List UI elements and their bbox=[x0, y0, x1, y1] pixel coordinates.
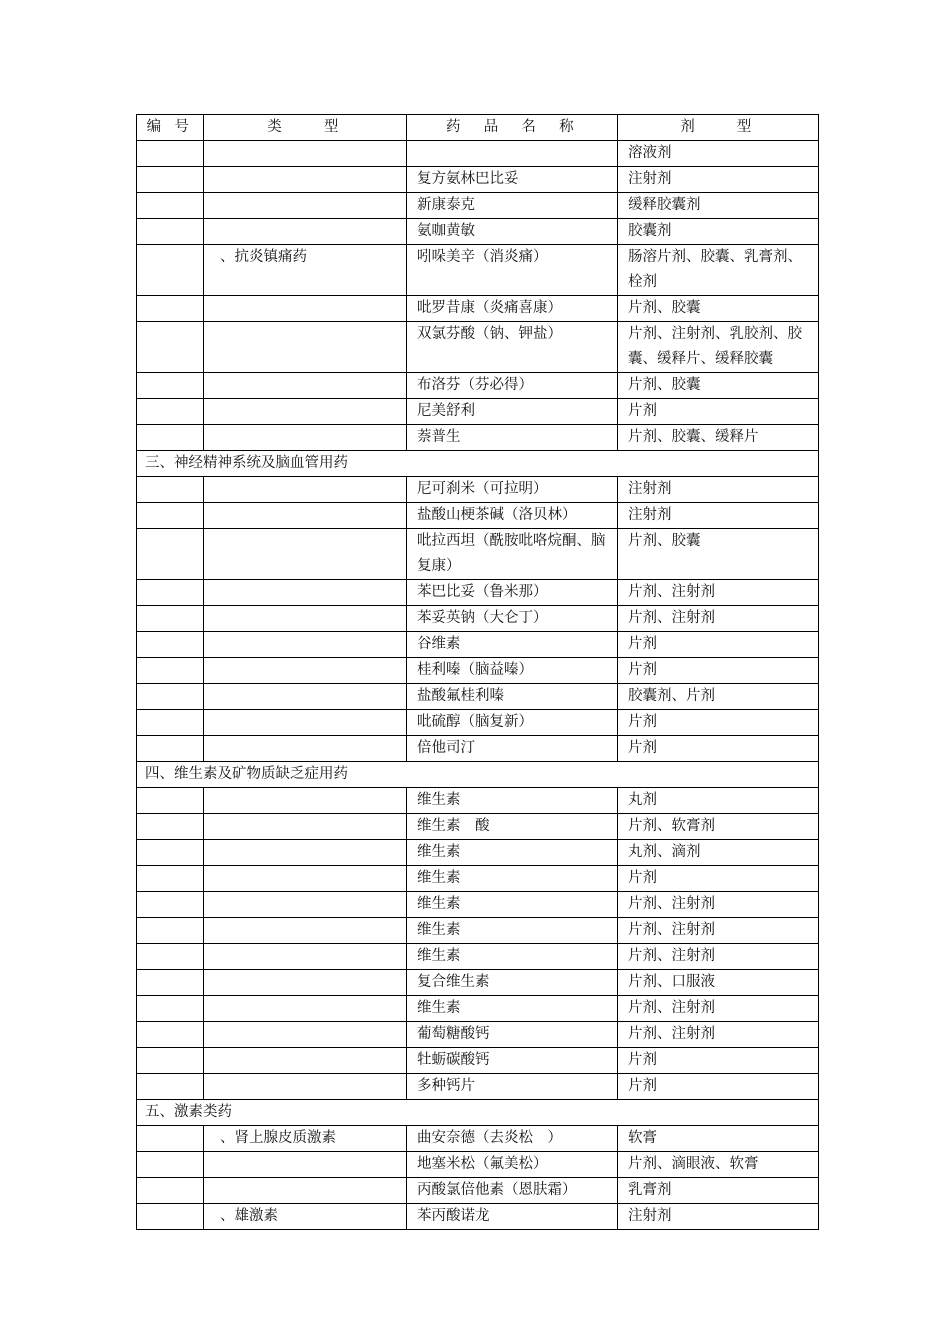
type-cell bbox=[204, 918, 407, 944]
type-cell bbox=[204, 529, 407, 580]
dosage-form-cell: 片剂、注射剂 bbox=[618, 606, 819, 632]
drug-name-cell: 苯丙酸诺龙 bbox=[407, 1204, 618, 1230]
number-cell bbox=[137, 373, 204, 399]
drug-name-cell: 曲安奈德（去炎松 ） bbox=[407, 1126, 618, 1152]
table-body bbox=[137, 141, 819, 1230]
table-row bbox=[137, 684, 819, 710]
dosage-form-cell: 片剂、注射剂 bbox=[618, 1022, 819, 1048]
dosage-form-cell: 片剂、软膏剂 bbox=[618, 814, 819, 840]
table-row bbox=[137, 322, 819, 373]
number-cell bbox=[137, 425, 204, 451]
number-cell bbox=[137, 866, 204, 892]
drug-name-cell: 复合维生素 bbox=[407, 970, 618, 996]
table-row bbox=[137, 219, 819, 245]
type-cell bbox=[204, 684, 407, 710]
drug-name-cell: 倍他司汀 bbox=[407, 736, 618, 762]
dosage-form-cell: 注射剂 bbox=[618, 477, 819, 503]
number-cell bbox=[137, 840, 204, 866]
table-row bbox=[137, 814, 819, 840]
type-cell bbox=[204, 1152, 407, 1178]
type-cell bbox=[204, 503, 407, 529]
number-cell bbox=[137, 710, 204, 736]
drug-name-cell: 氨咖黄敏 bbox=[407, 219, 618, 245]
table-row bbox=[137, 1074, 819, 1100]
dosage-form-cell: 片剂、滴眼液、软膏 bbox=[618, 1152, 819, 1178]
drug-name-cell: 维生素 bbox=[407, 892, 618, 918]
type-cell bbox=[204, 141, 407, 167]
drug-name-cell: 双氯芬酸（钠、钾盐） bbox=[407, 322, 618, 373]
drug-name-cell: 复方氨林巴比妥 bbox=[407, 167, 618, 193]
type-cell bbox=[204, 373, 407, 399]
type-cell bbox=[204, 788, 407, 814]
type-cell bbox=[204, 477, 407, 503]
drug-name-cell: 牡蛎碳酸钙 bbox=[407, 1048, 618, 1074]
drug-name-cell: 盐酸氟桂利嗪 bbox=[407, 684, 618, 710]
number-cell bbox=[137, 684, 204, 710]
table-row bbox=[137, 658, 819, 684]
table-row bbox=[137, 1048, 819, 1074]
drug-name-cell: 维生素 bbox=[407, 866, 618, 892]
type-cell bbox=[204, 632, 407, 658]
dosage-form-cell: 片剂、胶囊 bbox=[618, 373, 819, 399]
type-cell: 、肾上腺皮质激素 bbox=[204, 1126, 407, 1152]
dosage-form-cell: 片剂、注射剂 bbox=[618, 996, 819, 1022]
table-row bbox=[137, 840, 819, 866]
section-row bbox=[137, 1100, 819, 1126]
dosage-form-cell: 片剂、注射剂 bbox=[618, 580, 819, 606]
dosage-form-cell: 片剂 bbox=[618, 1074, 819, 1100]
type-cell bbox=[204, 296, 407, 322]
number-cell bbox=[137, 529, 204, 580]
table-row bbox=[137, 944, 819, 970]
dosage-form-cell: 片剂、注射剂、乳胶剂、胶囊、缓释片、缓释胶囊 bbox=[618, 322, 819, 373]
table-row bbox=[137, 1152, 819, 1178]
drug-name-cell: 尼可刹米（可拉明） bbox=[407, 477, 618, 503]
number-cell bbox=[137, 1048, 204, 1074]
dosage-form-cell: 片剂、注射剂 bbox=[618, 892, 819, 918]
drug-name-cell: 吲哚美辛（消炎痛） bbox=[407, 245, 618, 296]
drug-name-cell: 维生素 bbox=[407, 788, 618, 814]
number-cell bbox=[137, 219, 204, 245]
dosage-form-cell: 片剂 bbox=[618, 710, 819, 736]
section-title: 五、激素类药 bbox=[137, 1100, 819, 1126]
table-row bbox=[137, 245, 819, 296]
type-cell bbox=[204, 1178, 407, 1204]
number-cell bbox=[137, 632, 204, 658]
dosage-form-cell: 片剂、口服液 bbox=[618, 970, 819, 996]
number-cell bbox=[137, 788, 204, 814]
type-cell bbox=[204, 710, 407, 736]
number-cell bbox=[137, 1152, 204, 1178]
table-row bbox=[137, 1178, 819, 1204]
type-cell bbox=[204, 425, 407, 451]
drug-name-cell: 吡拉西坦（酰胺吡咯烷酮、脑复康） bbox=[407, 529, 618, 580]
table-row bbox=[137, 580, 819, 606]
table-row bbox=[137, 606, 819, 632]
section-row bbox=[137, 451, 819, 477]
dosage-form-cell: 片剂 bbox=[618, 658, 819, 684]
drug-name-cell: 新康泰克 bbox=[407, 193, 618, 219]
section-title: 四、维生素及矿物质缺乏症用药 bbox=[137, 762, 819, 788]
number-cell bbox=[137, 322, 204, 373]
section-title: 三、神经精神系统及脑血管用药 bbox=[137, 451, 819, 477]
table-row bbox=[137, 710, 819, 736]
type-cell bbox=[204, 167, 407, 193]
drug-name-cell: 苯巴比妥（鲁米那） bbox=[407, 580, 618, 606]
table-row bbox=[137, 167, 819, 193]
type-cell bbox=[204, 814, 407, 840]
number-cell bbox=[137, 167, 204, 193]
number-cell bbox=[137, 606, 204, 632]
number-cell bbox=[137, 1178, 204, 1204]
header-type: 类 型 bbox=[204, 115, 407, 141]
type-cell bbox=[204, 1074, 407, 1100]
table-row bbox=[137, 788, 819, 814]
table-row bbox=[137, 736, 819, 762]
dosage-form-cell: 注射剂 bbox=[618, 503, 819, 529]
dosage-form-cell: 胶囊剂 bbox=[618, 219, 819, 245]
dosage-form-cell: 片剂、注射剂 bbox=[618, 944, 819, 970]
number-cell bbox=[137, 503, 204, 529]
table-row bbox=[137, 866, 819, 892]
section-row bbox=[137, 762, 819, 788]
type-cell bbox=[204, 736, 407, 762]
type-cell bbox=[204, 840, 407, 866]
drug-name-cell: 维生素 bbox=[407, 918, 618, 944]
table-row bbox=[137, 632, 819, 658]
table-row bbox=[137, 373, 819, 399]
type-cell bbox=[204, 580, 407, 606]
dosage-form-cell: 软膏 bbox=[618, 1126, 819, 1152]
number-cell bbox=[137, 245, 204, 296]
dosage-form-cell: 丸剂 bbox=[618, 788, 819, 814]
dosage-form-cell: 片剂、注射剂 bbox=[618, 918, 819, 944]
table-row bbox=[137, 193, 819, 219]
dosage-form-cell: 丸剂、滴剂 bbox=[618, 840, 819, 866]
dosage-form-cell: 胶囊剂、片剂 bbox=[618, 684, 819, 710]
drug-name-cell: 葡萄糖酸钙 bbox=[407, 1022, 618, 1048]
number-cell bbox=[137, 970, 204, 996]
number-cell bbox=[137, 814, 204, 840]
table-row bbox=[137, 477, 819, 503]
number-cell bbox=[137, 477, 204, 503]
header-drug-name: 药 品 名 称 bbox=[407, 115, 618, 141]
dosage-form-cell: 片剂、胶囊、缓释片 bbox=[618, 425, 819, 451]
drug-name-cell: 谷维素 bbox=[407, 632, 618, 658]
drug-name-cell: 维生素 bbox=[407, 996, 618, 1022]
table-row bbox=[137, 1022, 819, 1048]
number-cell bbox=[137, 1022, 204, 1048]
table-row bbox=[137, 892, 819, 918]
drug-name-cell: 地塞米松（氟美松） bbox=[407, 1152, 618, 1178]
number-cell bbox=[137, 399, 204, 425]
number-cell bbox=[137, 918, 204, 944]
dosage-form-cell: 肠溶片剂、胶囊、乳膏剂、栓剂 bbox=[618, 245, 819, 296]
type-cell bbox=[204, 996, 407, 1022]
type-cell: 、雄激素 bbox=[204, 1204, 407, 1230]
number-cell bbox=[137, 944, 204, 970]
table-row bbox=[137, 296, 819, 322]
dosage-form-cell: 片剂 bbox=[618, 736, 819, 762]
drug-table bbox=[136, 114, 819, 1230]
drug-name-cell: 丙酸氯倍他素（恩肤霜） bbox=[407, 1178, 618, 1204]
drug-name-cell: 尼美舒利 bbox=[407, 399, 618, 425]
drug-name-cell: 吡罗昔康（炎痛喜康） bbox=[407, 296, 618, 322]
table-row bbox=[137, 503, 819, 529]
drug-name-cell: 盐酸山梗茶碱（洛贝林） bbox=[407, 503, 618, 529]
drug-name-cell: 桂利嗪（脑益嗪） bbox=[407, 658, 618, 684]
type-cell bbox=[204, 606, 407, 632]
drug-name-cell bbox=[407, 141, 618, 167]
number-cell bbox=[137, 996, 204, 1022]
drug-name-cell: 多种钙片 bbox=[407, 1074, 618, 1100]
number-cell bbox=[137, 1204, 204, 1230]
drug-name-cell: 苯妥英钠（大仑丁） bbox=[407, 606, 618, 632]
drug-name-cell: 维生素 酸 bbox=[407, 814, 618, 840]
type-cell bbox=[204, 219, 407, 245]
table-row bbox=[137, 1126, 819, 1152]
table-row bbox=[137, 996, 819, 1022]
number-cell bbox=[137, 1126, 204, 1152]
drug-name-cell: 吡硫醇（脑复新） bbox=[407, 710, 618, 736]
type-cell bbox=[204, 193, 407, 219]
type-cell bbox=[204, 944, 407, 970]
number-cell bbox=[137, 736, 204, 762]
type-cell bbox=[204, 658, 407, 684]
dosage-form-cell: 缓释胶囊剂 bbox=[618, 193, 819, 219]
dosage-form-cell: 注射剂 bbox=[618, 1204, 819, 1230]
number-cell bbox=[137, 141, 204, 167]
number-cell bbox=[137, 1074, 204, 1100]
header-dosage-form: 剂 型 bbox=[618, 115, 819, 141]
type-cell bbox=[204, 1022, 407, 1048]
number-cell bbox=[137, 580, 204, 606]
type-cell: 、抗炎镇痛药 bbox=[204, 245, 407, 296]
table-row bbox=[137, 141, 819, 167]
type-cell bbox=[204, 866, 407, 892]
dosage-form-cell: 片剂 bbox=[618, 1048, 819, 1074]
table-row bbox=[137, 529, 819, 580]
dosage-form-cell: 乳膏剂 bbox=[618, 1178, 819, 1204]
dosage-form-cell: 片剂 bbox=[618, 866, 819, 892]
type-cell bbox=[204, 892, 407, 918]
dosage-form-cell: 片剂、胶囊 bbox=[618, 296, 819, 322]
table-row bbox=[137, 970, 819, 996]
drug-name-cell: 萘普生 bbox=[407, 425, 618, 451]
dosage-form-cell: 片剂 bbox=[618, 632, 819, 658]
header-number: 编 号 bbox=[137, 115, 204, 141]
drug-name-cell: 维生素 bbox=[407, 840, 618, 866]
type-cell bbox=[204, 399, 407, 425]
drug-name-cell: 维生素 bbox=[407, 944, 618, 970]
dosage-form-cell: 片剂 bbox=[618, 399, 819, 425]
number-cell bbox=[137, 892, 204, 918]
table-row bbox=[137, 918, 819, 944]
type-cell bbox=[204, 970, 407, 996]
type-cell bbox=[204, 322, 407, 373]
dosage-form-cell: 注射剂 bbox=[618, 167, 819, 193]
dosage-form-cell: 片剂、胶囊 bbox=[618, 529, 819, 580]
number-cell bbox=[137, 296, 204, 322]
drug-name-cell: 布洛芬（芬必得） bbox=[407, 373, 618, 399]
table-row bbox=[137, 425, 819, 451]
number-cell bbox=[137, 193, 204, 219]
header-row bbox=[137, 115, 819, 141]
number-cell bbox=[137, 658, 204, 684]
table-row bbox=[137, 1204, 819, 1230]
table-row bbox=[137, 399, 819, 425]
dosage-form-cell: 溶液剂 bbox=[618, 141, 819, 167]
type-cell bbox=[204, 1048, 407, 1074]
